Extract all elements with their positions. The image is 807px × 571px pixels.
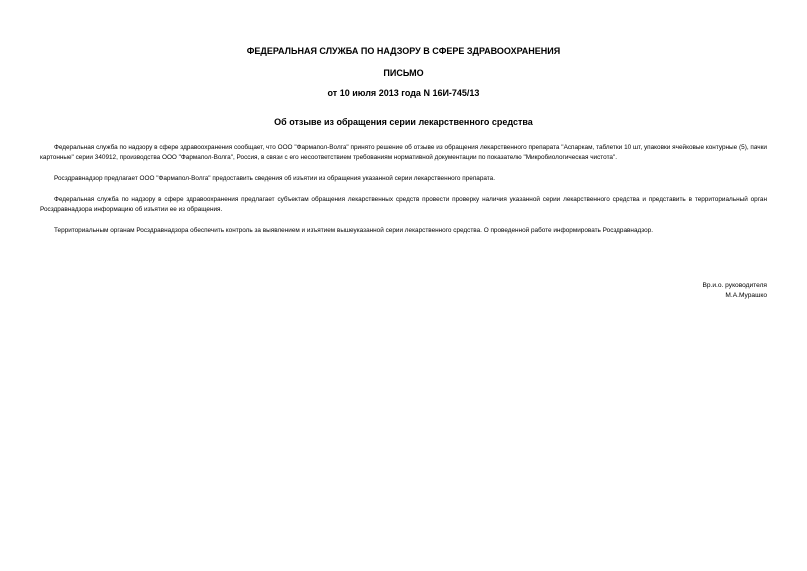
body-paragraph-4: Территориальным органам Росздравнадзора обеспечить контроль за выявлением и изъятием вышеуказанной серии лекарственного средства. О проведенной работе информировать Росздравнадзор.	[54, 227, 653, 234]
body-paragraph-3: Федеральная служба по надзору в сфере здравоохранения предлагает субъектам обращения лекарственных средств провести проверку наличия указанной серии лекарственного средства и представить в территориальный орган Росздравнадзора информацию об изъятии ее из обращения.	[40, 196, 767, 213]
document-date-number: от 10 июля 2013 года N 16И-745/13	[327, 88, 480, 98]
body-paragraph-2: Росздравнадзор предлагает ООО "Фармапол-Волга" предоставить сведения об изъятии из обращения указанной серии лекарственного препарата.	[54, 175, 495, 182]
signature-block	[702, 281, 767, 301]
document-type: ПИСЬМО	[383, 68, 424, 78]
letter-body	[40, 143, 767, 247]
signatory-title: Вр.и.о. руководителя	[702, 282, 767, 289]
document-subject: Об отзыве из обращения серии лекарственного средства	[274, 117, 533, 127]
agency-title: ФЕДЕРАЛЬНАЯ СЛУЖБА ПО НАДЗОРУ В СФЕРЕ ЗДРАВООХРАНЕНИЯ	[246, 46, 561, 56]
signatory-name: М.А.Мурашко	[725, 292, 767, 299]
body-paragraph-1: Федеральная служба по надзору в сфере здравоохранения сообщает, что ООО "Фармапол-Волга" принято решение об отзыве из обращения лекарственного препарата "Аспаркам, таблетки 10 шт, упаковки ячейковые контурные (5), пачки картонные" серии 340912, производства ООО "Фармапол-Волга", Россия, в связи с его несоответствием требованиям нормативной документации по показателю "Микробиологическая чистота".	[40, 144, 767, 161]
